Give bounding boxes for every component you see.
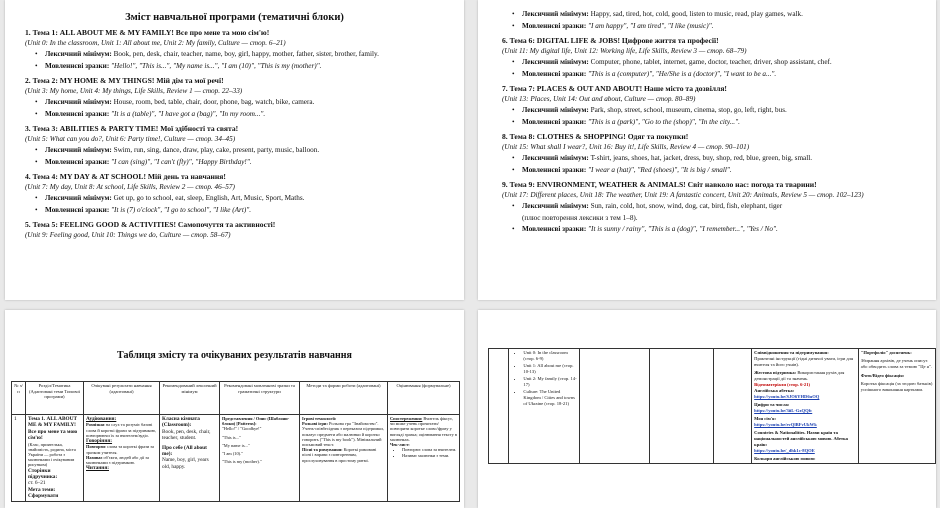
lexical-extra-note: (плюс повторення лексики з тем 1–8).: [522, 213, 638, 222]
lexical-minimum: • Лексичний мінімум: T-shirt, jeans, shoes, hat, jacket, dress, buy, shop, red, blue, green, big, small.: [502, 154, 922, 164]
lexical-minimum: • Лексичний мінімум: Swim, run, sing, dance, draw, play, cake, present, party, music, balloon.: [25, 146, 450, 156]
topic-units: (Unit 7: My day, Unit 8: At school, Life Skills, Review 2 — стор. 46–57): [25, 183, 235, 191]
table-header-row: [12, 382, 460, 415]
assessment-cell: "Портфоліо" досягнень: Збирання архівів, де учень описує або обводить слова за темою "Це я". Фото/Відео фіксація: Коротка фіксація (за згодою батьків) успішного виконання картками.: [858, 349, 935, 464]
table-row: [12, 415, 460, 502]
document-page-4: [478, 310, 936, 508]
document-title: Зміст навчальної програми (тематичні блоки): [125, 12, 344, 23]
column-header: Рекомендований лексичний мінімум: [160, 382, 220, 415]
topic-title: 7. Тема 7: PLACES & OUT AND ABOUT! Наше місто та дозвілля!: [502, 84, 727, 93]
topic-units: (Unit 11: My digital life, Unit 12: Working life, Life Skills, Review 3 — стор. 68–79): [502, 47, 747, 55]
topic-units: (Unit 3: My home, Unit 4: My things, Life Skills, Review 1 — стор. 22–33): [25, 87, 243, 95]
lexical-minimum: • Лексичний мінімум: Happy, sad, tired, hot, cold, good, listen to music, read, play games, walk.: [502, 10, 922, 20]
lexical-minimum: • Лексичний мінімум: Sun, rain, cold, hot, snow, wind, dog, cat, bird, fish, elephant, tiger: [502, 202, 922, 212]
curriculum-table: [11, 381, 460, 502]
speech-patterns-cell: Представлення / Опис (Шаблони-блоки) [Patterns]: "Hello!" / "Goodbye!" "This is..." "My name is..." "I am (10)." "This is my (mother).": [220, 415, 300, 502]
topic-block: [502, 36, 922, 79]
topic-block: [502, 84, 922, 127]
column-header: Методи та форми роботи (адаптовані): [300, 382, 388, 415]
units-cell: • Unit 0: In the classroom (стор. 6-9) • Unit 1: All about me (стор. 10-13) • Unit 2: My family (стор. 14-17) • Culture: The United Kingdom / Cities and towns of Ukraine (стор. 18-21): [509, 349, 579, 464]
topic-units: (Unit 17: Different places, Unit 18: The weather, Unit 19: A fantastic concert, Unit 20: Animals, Review 5 — стор. 102–123): [502, 191, 864, 199]
document-page-3: [5, 310, 464, 508]
topic-title: 5. Тема 5: FEELING GOOD & ACTIVITIES! Самопочуття та активності!: [25, 220, 276, 229]
topic-units: (Unit 9: Feeling good, Unit 10: Things we do, Culture — стор. 58–67): [25, 231, 231, 239]
vocabulary-cell: Класна кімната (Classroom): Book, pen, desk, chair, teacher, student. Про себе (All about me): Name, boy, girl, years old, happy.: [160, 415, 220, 502]
speech-patterns: • Мовленнєві зразки: "It is sunny / rainy", "This is a (dog)", "I remember...", "Yes / No".: [502, 225, 922, 235]
topic-title: 4. Тема 4: MY DAY & AT SCHOOL! Мій день та навчання!: [25, 172, 226, 181]
curriculum-table-continued: [488, 348, 936, 464]
alphabet-video-link[interactable]: https://youtu.be/SJO6YHD6uOQ: [754, 394, 820, 399]
methods-cell: Ігрові технології: Рольові ігри: Рольова гра "Знайомство". Учень-співбесідник з переказом підтримки, показує предмети або малюнки й коротко говорить ("This is my book"). Мінімальний письмовий текст. Пісні та римування: Короткі римовані пісні і вправи з повторенням, прослуховування в простому ритмі.: [300, 415, 388, 502]
topic-block: [25, 220, 450, 240]
column-header: Рекомендовані мовленнєві зразки та граматичні структури: [220, 382, 300, 415]
speech-patterns: • Мовленнєві зразки: "This is a (park)", "Go to the (shop)", "In the city...".: [502, 118, 922, 128]
speech-patterns: • Мовленнєві зразки: "This is a (computer)", "He/She is a (doctor)", "I want to be a...".: [502, 70, 922, 80]
topic-block: [25, 76, 450, 119]
topic-units: (Unit 15: What shall I wear?, Unit 16: Buy it!, Life Skills, Review 4 — стор. 90–101): [502, 143, 750, 151]
speech-patterns: • Мовленнєві зразки: "I can (sing)", "I can't (fly)", "Happy Birthday!".: [25, 158, 450, 168]
row-number: 1: [12, 415, 26, 502]
lexical-minimum: • Лексичний мінімум: Get up, go to school, eat, sleep, English, Art, Music, Sport, Maths.: [25, 194, 450, 204]
table-title: Таблиця змісту та очікуваних результатів навчання: [117, 350, 352, 361]
numbers-video-link[interactable]: https://youtu.be/3iiL-GzQQfc: [754, 408, 813, 413]
outcomes-cell: Аудіювання: Розпізнає на слух та розуміє базові слова й короткі фрази за підтримкою, повторюючи їх за вчителем/аудіо. Говоріння: Повторює слова та короткі фрази за зразком учителя. Називає об'єкти, людей або дії за малюнками з підтримкою. Читання:: [84, 415, 160, 502]
topic-title: 3. Тема 3: ABILITIES & PARTY TIME! Мої здібності та свята!: [25, 124, 239, 133]
column-header: Розділ/Тематика (Адаптовані теми Типової програми): [26, 382, 84, 415]
lexical-minimum: • Лексичний мінімум: Park, shop, street, school, museum, cinema, stop, go, left, right, bus.: [502, 106, 922, 116]
topic-title: 6. Тема 6: DIGITAL LIFE & JOBS! Цифрове життя та професії!: [502, 36, 719, 45]
topic-cell: Тема 1. ALL ABOUT ME & MY FAMILY! Все про мене та мою сім'ю! (Клас, приятелька, знайомість, родина, міста України — робота з малюнками і очікуваним рисунком) Сторінки підручника: ст. 6–21 Мета теми: Сформувати: [26, 415, 84, 502]
column-header: Оцінювання (формувальне): [388, 382, 460, 415]
topic-title: 1. Тема 1: ALL ABOUT ME & MY FAMILY! Все про мене та мою сім'ю!: [25, 28, 270, 37]
topic-block: [25, 124, 450, 167]
table-row: [489, 349, 936, 464]
topic-units: (Unit 5: What can you do?, Unit 6: Party time!, Culture — стор. 34–45): [25, 135, 236, 143]
speech-patterns: • Мовленнєві зразки: "I wear a (hat)", "Red (shoes)", "It is big / small".: [502, 166, 922, 176]
topic-block: [25, 172, 450, 215]
column-header: Очікувані результати навчання (адаптовані): [84, 382, 160, 415]
topic-title: 8. Тема 8: CLOTHES & SHOPPING! Одяг та покупки!: [502, 132, 689, 141]
lexical-minimum: • Лексичний мінімум: Book, pen, desk, chair, teacher, name, boy, girl, happy, mother, father, sister, brother, family.: [25, 50, 450, 60]
topic-units: (Unit 0: In the classroom, Unit 1: All about me, Unit 2: My family, Culture — стор. 6–21): [25, 39, 286, 47]
topic-block: [502, 180, 922, 234]
topic-title: 2. Тема 2: MY HOME & MY THINGS! Мій дім та мої речі!: [25, 76, 224, 85]
topic-block: [502, 132, 922, 175]
methods-cell: Співвідношення та підтримування: Практичні інструкції (гідні дитячої уваги, ігри для вчителя та його учнів). Жестова підтримка: Використання рухів для демонстрації дії та значень. Відеоматеріали (стор. 6-21) Англійська абетка: https://youtu.be/SJO6YHD6uOQ Цифри та числа: https://youtu.be/3iiL-GzQQfc Моя сім'я: https://youtu.be/evQlBFvUkWk Countries & Nationalities. Назви країн та національностей англійською мовою. Абетка країн: https://youtu.be/_dhk1c-8QOE Кольори англійською мовою:: [752, 349, 859, 464]
topic-units: (Unit 13: Places, Unit 14: Out and about, Culture — стор. 80–89): [502, 95, 696, 103]
lexical-minimum: • Лексичний мінімум: House, room, bed, table, chair, door, phone, bag, watch, bike, camera.: [25, 98, 450, 108]
assessment-cell: Спостереження: Вчитель фіксує, чи може учень прочитати/повторити коротке слово/фразу у вигляді зразка; оцінювання тексту в малюнках. Чек-лист: • Повторює слова за вчителем. • Називає малюнки з теми.: [388, 415, 460, 502]
family-video-link[interactable]: https://youtu.be/evQlBFvUkWk: [754, 422, 817, 427]
topic-block: [25, 28, 450, 71]
speech-patterns: • Мовленнєві зразки: "Hello!", "This is...", "My name is...", "I am (10)", "This is my (mother)".: [25, 62, 450, 72]
countries-video-link[interactable]: https://youtu.be/_dhk1c-8QOE: [754, 448, 815, 453]
column-header: № з/п: [12, 382, 26, 415]
document-page-1: [5, 0, 464, 300]
topic-title: 9. Тема 9: ENVIRONMENT, WEATHER & ANIMALS! Світ навколо нас: погода та тварини!: [502, 180, 817, 189]
speech-patterns: • Мовленнєві зразки: "It is a (table)", "I have got a (bag)", "In my room...".: [25, 110, 450, 120]
speech-patterns: • Мовленнєві зразки: "I am happy", "I am tired", "I like (music)".: [502, 22, 922, 32]
lexical-minimum: • Лексичний мінімум: Computer, phone, tablet, internet, game, doctor, teacher, driver, shop assistant, chef.: [502, 58, 922, 68]
speech-patterns: • Мовленнєві зразки: "It is (7) o'clock", "I go to school", "I like (Art)".: [25, 206, 450, 216]
document-page-2: [478, 0, 936, 300]
video-materials-heading: Відеоматеріали (стор. 6-21): [754, 382, 811, 387]
